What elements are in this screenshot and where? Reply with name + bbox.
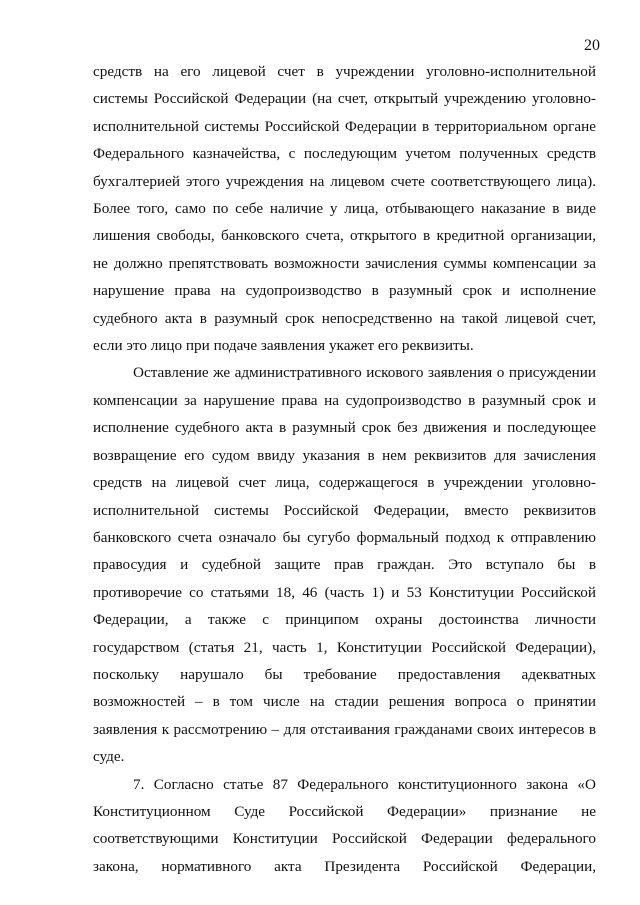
paragraph-continuation: средств на его лицевой счет в учреждении уголовно-исполнительной системы Российской Федерации (на счет, открытый учреждению уголовно-исполнительной системы Российской Федерации в территориальном органе Федерального казначейства, с последующим учетом полученных средств бухгалтерией этого учреждения на лицевом счете соответствующего лица). Более того, само по себе наличие у лица, отбывающего наказание в виде лишения свободы, банковского счета, открытого в кредитной организации, не должно препятствовать возможности зачисления суммы компенсации за нарушение права на судопроизводство в разумный срок и исполнение судебного акта в разумный срок непосредственно на такой лицевой счет, если это лицо при подаче заявления укажет его реквизиты.	[93, 63, 596, 355]
paragraph-leaving-without-motion: Оставление же административного искового заявления о присуждении компенсации за нарушение права на судопроизводство в разумный срок и исполнение судебного акта в разумный срок без движения и последующее возвращение его судом ввиду указания в нем реквизитов для зачисления средств на лицевой счет лица, содержащегося в учреждении уголовно-исполнительной системы Российской Федерации, вместо реквизитов банковского счета означало бы сугубо формальный подход к отправлению правосудия и судебной защите прав граждан. Это вступало бы в противоречие со статьями 18, 46 (часть 1) и 53 Конституции Российской Федерации, а также с принципом охраны достоинства личности государством (статья 21, часть 1, Конституции Российской Федерации), поскольку нарушало бы требование предоставления адекватных возможностей – в том числе на стадии решения вопроса о принятии заявления к рассмотрению – для отстаивания гражданами своих интересов в суде.	[93, 364, 596, 766]
document-body	[93, 58, 596, 880]
page-number: 20	[584, 37, 600, 54]
paragraph-item-7: 7. Согласно статье 87 Федерального конституционного закона «О Конституционном Суде Российской Федерации» признание не соответствующими Конституции Российской Федерации федерального закона, нормативного акта Президента Российской Федерации,	[93, 775, 596, 875]
